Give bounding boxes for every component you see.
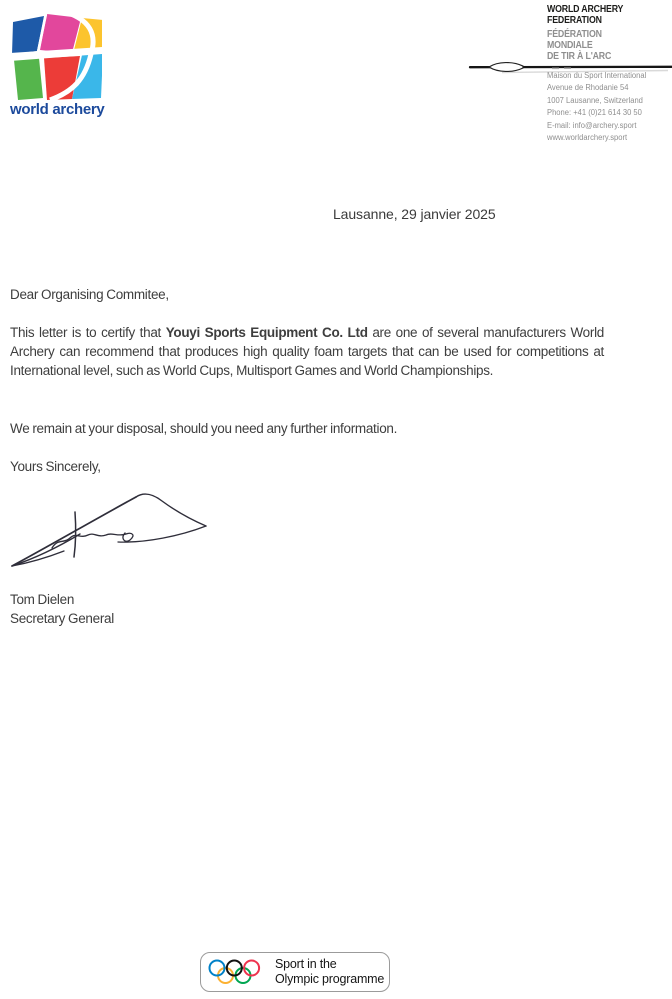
address-line-email: E-mail: info@archery.sport <box>547 120 637 130</box>
address-line-city: 1007 Lausanne, Switzerland <box>547 95 643 105</box>
salutation: Dear Organising Commitee, <box>10 287 169 302</box>
brand-wordmark: world archery <box>10 101 105 118</box>
signer-name: Tom Dielen <box>10 592 75 607</box>
signer-title: Secretary General <box>10 611 114 626</box>
paragraph-certification <box>10 323 604 380</box>
address-line-website: www.worldarchery.sport <box>547 133 628 143</box>
paragraph-disposal: We remain at your disposal, should you need any further information. <box>10 421 398 436</box>
badge-caption <box>275 957 384 987</box>
badge-caption-line2: Olympic programme <box>275 972 385 986</box>
address-line-street: Avenue de Rhodanie 54 <box>547 83 629 93</box>
address-line-phone: Phone: +41 (0)21 614 30 50 <box>547 108 642 118</box>
address-line-building: Maison du Sport International <box>547 71 647 80</box>
org-name-fr-line2: MONDIALE <box>547 40 593 51</box>
org-name-fr-line3: DE TIR À L'ARC <box>547 51 612 62</box>
org-name-en-line2: FEDERATION <box>547 15 602 26</box>
address-block <box>547 70 646 144</box>
dateline: Lausanne, 29 janvier 2025 <box>333 206 496 222</box>
org-name-en-line1: WORLD ARCHERY <box>547 4 624 15</box>
signature <box>8 486 213 571</box>
org-name-fr <box>547 29 611 62</box>
signer-block <box>10 590 114 628</box>
world-archery-logo-icon <box>10 8 102 100</box>
company-name: Youyi Sports Equipment Co. Ltd <box>165 325 368 340</box>
badge-caption-line1: Sport in the <box>275 957 337 971</box>
paragraph-certification-suffix: are one of several manufacturers World Archery can recommend that produces high quality foam targets that can be used for competitions at International level, such as World Cups, Multisport Games and World Championships. <box>10 325 604 378</box>
org-name-fr-line1: FÉDÉRATION <box>547 29 602 40</box>
olympic-rings-icon <box>208 957 265 987</box>
olympic-badge <box>200 952 390 992</box>
org-name-en <box>547 4 623 26</box>
paragraph-certification-prefix: This letter is to certify that <box>10 325 166 340</box>
closing: Yours Sincerely, <box>10 459 101 474</box>
world-archery-logo <box>10 8 130 118</box>
